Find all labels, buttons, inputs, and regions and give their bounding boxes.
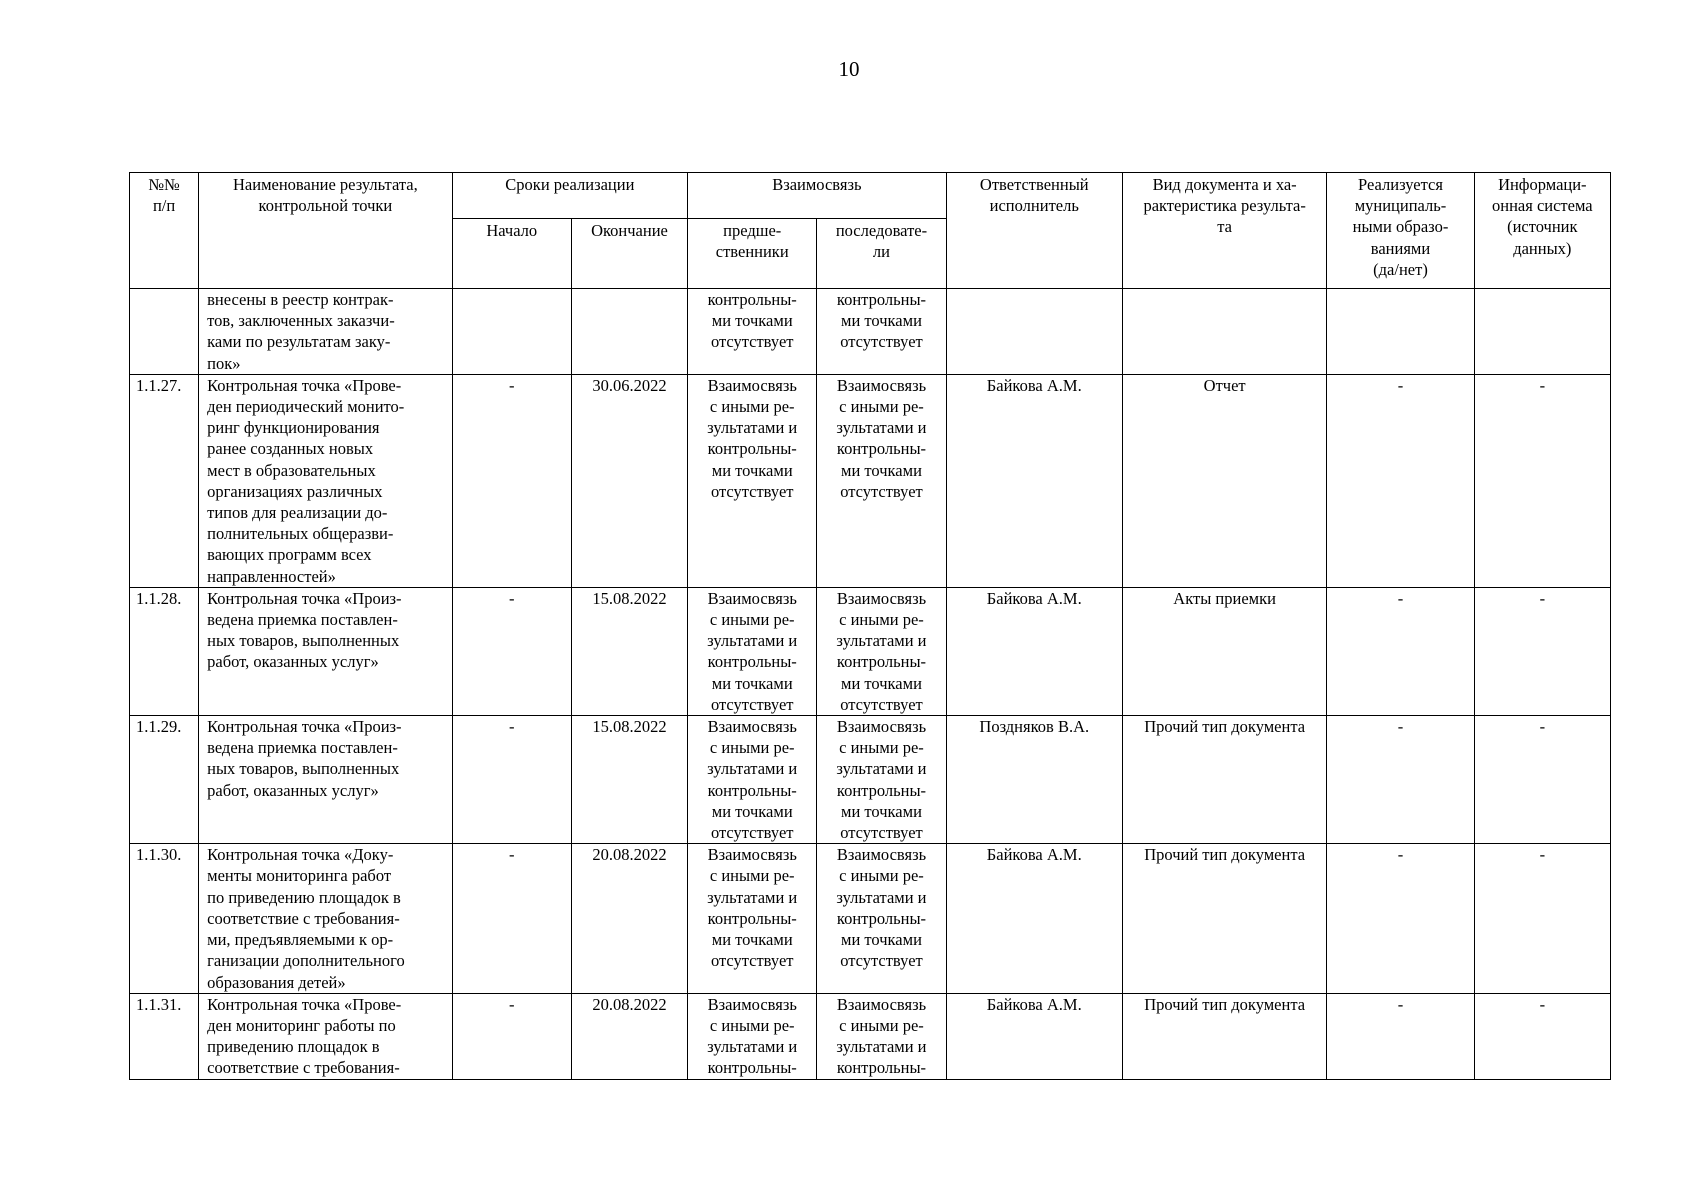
row-doc-type [1122,289,1326,375]
results-table [129,172,1611,1080]
row-start: - [452,587,571,715]
header-predecessors: предше- ственники [688,219,817,289]
row-doc-type: Прочий тип документа [1122,844,1326,993]
row-info-system: - [1474,993,1610,1079]
row-doc-type: Отчет [1122,374,1326,587]
row-responsible: Байкова А.М. [946,844,1122,993]
row-successors: Взаимосвязь с иными ре- зультатами и контрольны- [817,993,946,1079]
header-start: Начало [452,219,571,289]
header-name: Наименование результата, контрольной точки [199,173,453,289]
row-successors: Взаимосвязь с иными ре- зультатами и контрольны- ми точками отсутствует [817,587,946,715]
row-successors: контрольны- ми точками отсутствует [817,289,946,375]
row-responsible: Поздняков В.А. [946,716,1122,844]
row-responsible: Байкова А.М. [946,587,1122,715]
row-municipal: - [1327,993,1474,1079]
row-municipal: - [1327,587,1474,715]
table-row [130,587,1611,715]
row-name: Контрольная точка «Прове- ден мониторинг работы по приведению площадок в соответствие с требования- [199,993,453,1079]
header-relation: Взаимосвязь [688,173,947,219]
row-end: 20.08.2022 [571,993,687,1079]
row-start: - [452,374,571,587]
table-row [130,289,1611,375]
header-info-system: Информаци- онная система (источник данных) [1474,173,1610,289]
row-successors: Взаимосвязь с иными ре- зультатами и контрольны- ми точками отсутствует [817,844,946,993]
row-end: 15.08.2022 [571,716,687,844]
row-municipal [1327,289,1474,375]
row-number: 1.1.29. [130,716,199,844]
row-successors: Взаимосвязь с иными ре- зультатами и контрольны- ми точками отсутствует [817,374,946,587]
row-responsible: Байкова А.М. [946,993,1122,1079]
row-predecessors: контрольны- ми точками отсутствует [688,289,817,375]
row-start: - [452,993,571,1079]
row-start [452,289,571,375]
row-municipal: - [1327,844,1474,993]
row-number: 1.1.28. [130,587,199,715]
row-name: внесены в реестр контрак- тов, заключенных заказчи- ками по результатам заку- пок» [199,289,453,375]
row-number: 1.1.30. [130,844,199,993]
row-responsible: Байкова А.М. [946,374,1122,587]
row-predecessors: Взаимосвязь с иными ре- зультатами и контрольны- ми точками отсутствует [688,587,817,715]
row-number: 1.1.31. [130,993,199,1079]
row-info-system [1474,289,1610,375]
row-name: Контрольная точка «Произ- ведена приемка поставлен- ных товаров, выполненных работ, оказанных услуг» [199,587,453,715]
row-predecessors: Взаимосвязь с иными ре- зультатами и контрольны- ми точками отсутствует [688,374,817,587]
row-municipal: - [1327,716,1474,844]
table-row [130,844,1611,993]
row-end: 15.08.2022 [571,587,687,715]
page-number: 10 [838,57,860,81]
header-num: №№ п/п [130,173,199,289]
row-doc-type: Прочий тип документа [1122,993,1326,1079]
row-predecessors: Взаимосвязь с иными ре- зультатами и контрольны- [688,993,817,1079]
header-doc-type: Вид документа и ха- рактеристика результа- та [1122,173,1326,289]
row-end [571,289,687,375]
row-successors: Взаимосвязь с иными ре- зультатами и контрольны- ми точками отсутствует [817,716,946,844]
row-name: Контрольная точка «Произ- ведена приемка поставлен- ных товаров, выполненных работ, оказанных услуг» [199,716,453,844]
row-number: 1.1.27. [130,374,199,587]
row-doc-type: Прочий тип документа [1122,716,1326,844]
row-end: 20.08.2022 [571,844,687,993]
header-municipal: Реализуется муниципаль- ными образо- ваниями (да/нет) [1327,173,1474,289]
row-end: 30.06.2022 [571,374,687,587]
row-municipal: - [1327,374,1474,587]
row-name: Контрольная точка «Прове- ден периодический монито- ринг функционирования ранее созданных новых мест в образовательных организациях различных типов для реализации до- полнительных общеразви- вающих программ всех направленностей» [199,374,453,587]
row-name: Контрольная точка «Доку- менты мониторинга работ по приведению площадок в соответствие с требования- ми, предъявляемыми к ор- ганизации дополнительного образования детей» [199,844,453,993]
table-body [130,289,1611,1080]
header-terms: Сроки реализации [452,173,687,219]
table-row [130,716,1611,844]
row-doc-type: Акты приемки [1122,587,1326,715]
row-start: - [452,844,571,993]
header-responsible: Ответственный исполнитель [946,173,1122,289]
header-end: Окончание [571,219,687,289]
row-info-system: - [1474,716,1610,844]
row-info-system: - [1474,844,1610,993]
header-successors: последовате- ли [817,219,946,289]
row-predecessors: Взаимосвязь с иными ре- зультатами и контрольны- ми точками отсутствует [688,844,817,993]
row-info-system: - [1474,587,1610,715]
table-row [130,374,1611,587]
row-number [130,289,199,375]
row-start: - [452,716,571,844]
table-row [130,993,1611,1079]
row-predecessors: Взаимосвязь с иными ре- зультатами и контрольны- ми точками отсутствует [688,716,817,844]
row-responsible [946,289,1122,375]
row-info-system: - [1474,374,1610,587]
